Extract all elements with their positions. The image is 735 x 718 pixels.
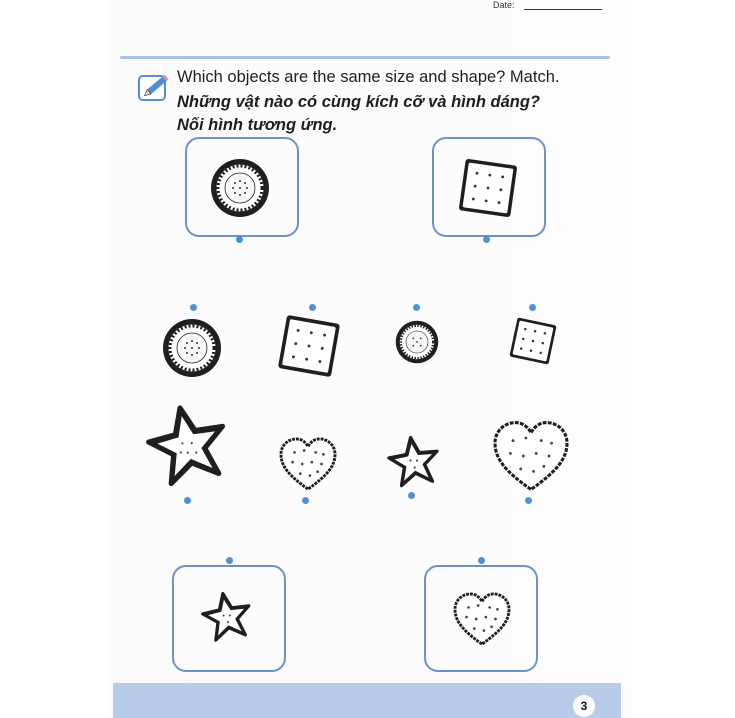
question-english: Which objects are the same size and shape? Match.: [177, 68, 560, 86]
match-dot[interactable]: [478, 557, 485, 564]
round-cookie-large-icon: [210, 158, 270, 218]
match-dot[interactable]: [309, 304, 316, 311]
star-cookie-small-icon: [387, 434, 441, 488]
question-vietnamese-line-2: Nối hình tương ứng.: [177, 116, 338, 134]
question-vietnamese-line-1: Những vật nào có cùng kích cỡ và hình dáng?: [177, 93, 540, 111]
star-cookie-small-icon: [201, 590, 253, 642]
page-number: 3: [573, 695, 595, 717]
date-field[interactable]: [524, 9, 602, 10]
round-cookie-small-icon: [395, 320, 439, 364]
square-cracker-large-icon: [458, 158, 518, 218]
match-dot[interactable]: [529, 304, 536, 311]
match-dot[interactable]: [236, 236, 243, 243]
pencil-icon: [138, 72, 170, 102]
heart-cookie-small-icon: [453, 592, 511, 646]
match-dot[interactable]: [190, 304, 197, 311]
heart-cookie-small-icon: [279, 437, 337, 491]
square-cracker-large-icon: [278, 315, 340, 377]
match-dot[interactable]: [184, 497, 191, 504]
match-dot[interactable]: [525, 497, 532, 504]
match-dot[interactable]: [413, 304, 420, 311]
footer-band: [113, 683, 621, 718]
header-divider: [120, 56, 610, 59]
match-dot[interactable]: [408, 492, 415, 499]
heart-cookie-large-icon: [492, 420, 570, 492]
match-dot[interactable]: [302, 497, 309, 504]
match-dot[interactable]: [226, 557, 233, 564]
star-cookie-large-icon: [146, 402, 230, 486]
match-dot[interactable]: [483, 236, 490, 243]
square-cracker-small-icon: [510, 318, 556, 364]
round-cookie-large-icon: [162, 318, 222, 378]
date-label: Date:: [493, 0, 515, 10]
